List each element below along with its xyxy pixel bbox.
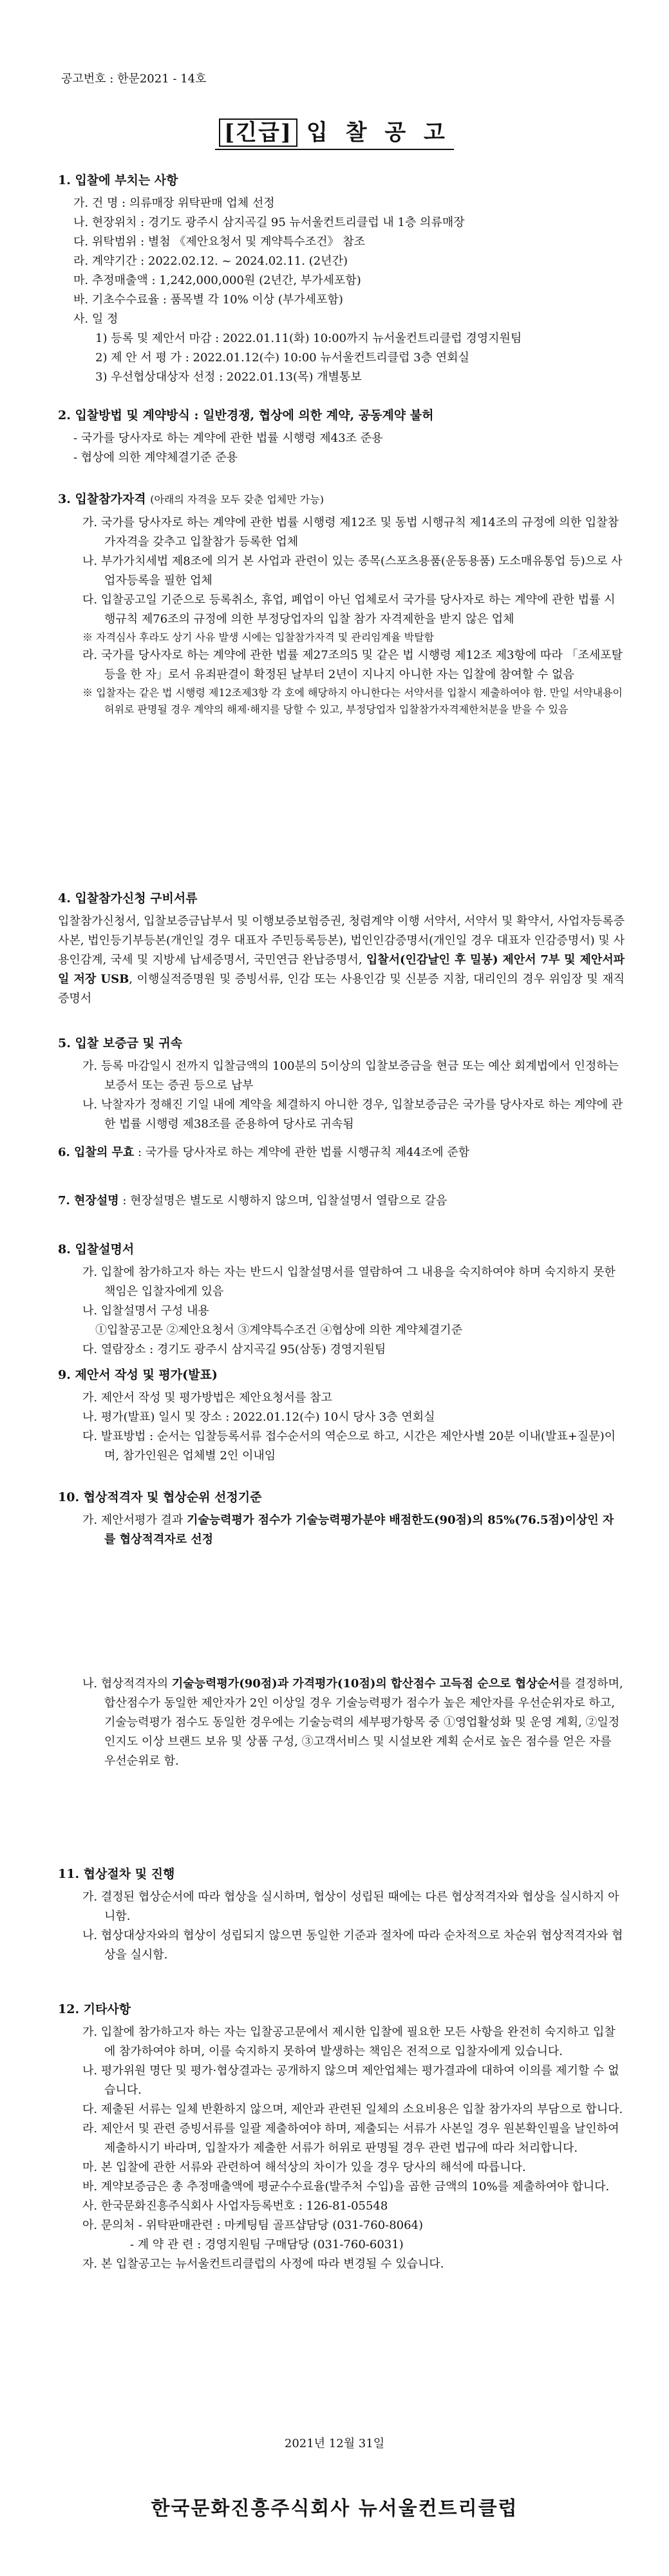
- s9-item-c: 다. 발표방법 : 순서는 입찰등록서류 접수순서의 역순으로 하고, 시간은 제안사별 20분 이내(발표+질문)이며, 참가인원은 업체별 2인 이내임: [82, 1430, 616, 1463]
- section-3-title: 3. 입찰참가자격: [58, 492, 146, 506]
- section-7-heading: 7. 현장설명: [58, 1194, 119, 1208]
- s5-item-b: 나. 낙찰자가 정해진 기일 내에 계약을 체결하지 아니한 경우, 입찰보증금은 국가를 당사자로 하는 계약에 관한 법률 시행령 제38조를 준용하여 당사로 귀속됨: [82, 1098, 623, 1131]
- s3-note-2: ※ 입찰자는 같은 법 시행령 제12조제3항 각 호에 해당하지 아니한다는 서약서를 입찰시 제출하여야 함. 만일 서약내용이 허위로 판명될 경우 계약의 해제·해지를 당할 수 있고, 부정당업자 입찰참가자격제한처분을 받을 수 있음: [82, 687, 623, 715]
- section-6-heading: 6. 입찰의 무효: [58, 1146, 135, 1159]
- s1-item-e: 마. 추정매출액 : 1,242,000,000원 (2년간, 부가세포함): [73, 274, 361, 287]
- s10-a-bold: 기술능력평가 점수가 기술능력평가분야 배점한도(90점)의 85%(76.5점)이상인 자를 협상적격자로 선정: [104, 1513, 614, 1546]
- section-7-line: [58, 1191, 625, 1211]
- s11-item-a: 가. 결정된 협상순서에 따라 협상을 실시하며, 협상이 성립된 때에는 다른 협상적격자와 협상을 실시하지 아니함.: [82, 1890, 619, 1923]
- section-7-text: : 현장설명은 별도로 시행하지 않으며, 입찰설명서 열람으로 갈음: [118, 1194, 448, 1208]
- section-9-heading: 9. 제안서 작성 및 평가(발표): [58, 1368, 218, 1382]
- s8-components: ①입찰공고문 ②제안요청서 ③계약특수조건 ④협상에 의한 계약체결기준: [95, 1323, 463, 1337]
- section-10-b: [58, 1674, 625, 1771]
- s12-item-f: 바. 계약보증금은 총 추정매출액에 평균수수료율(발주처 수입)을 곱한 금액의 10%를 제출하여야 합니다.: [82, 2180, 610, 2193]
- section-11-heading: 11. 협상절차 및 진행: [58, 1867, 175, 1881]
- s8-item-b: 나. 입찰설명서 구성 내용: [82, 1304, 209, 1318]
- s10-item-b: [58, 1674, 625, 1771]
- docs-text-2: , 이행실적증명원 및 증빙서류, 인감 또는 사용인감 및 신분증 지참, 대리인의 경우 위임장 및 재직증명서: [58, 972, 625, 1005]
- s12-item-g: 사. 한국문화진흥주식회사 사업자등록번호 : 126-81-05548: [82, 2199, 388, 2213]
- s12-item-h: 아. 문의처 - 위탁판매관련 : 마케팅팀 골프샵담당 (031-760-8064): [82, 2219, 424, 2232]
- s9-item-b: 나. 평가(발표) 일시 및 장소 : 2022.01.12(수) 10시 당사 3층 연회실: [82, 1410, 435, 1424]
- notice-date: 2021년 12월 31일: [284, 2437, 385, 2450]
- s2-item: - 국가를 당사자로 하는 계약에 관한 법률 시행령 제43조 준용: [73, 431, 383, 445]
- section-5: [58, 1034, 625, 1134]
- s5-item-a: 가. 등록 마감일시 전까지 입찰금액의 100분의 5이상의 입찰보증금을 현금 또는 예산 회계법에서 인정하는 보증서 또는 증권 등으로 납부: [82, 1059, 619, 1092]
- section-4-heading: 4. 입찰참가신청 구비서류: [58, 891, 198, 905]
- docs-text-1: 입찰참가신청서, 입찰보증금납부서 및 이행보증보험증권, 청렴계약 이행 서약서, 서약서 및 확약서, 사업자등록증 사본, 법인등기부등본(개인일 경우 대표자 주민등록등본), 법인인감증명서(개인일 경우 대표자 인감증명서) 및 사용인감계, 국세 및 지방세 납세증명서, 국민연금 완납증명서,: [58, 914, 625, 967]
- section-10: [58, 1488, 625, 1549]
- s12-item-d: 라. 제안서 및 관련 증빙서류를 일괄 제출하여야 하며, 제출되는 서류가 사본일 경우 원본확인필을 날인하여 제출하시기 바라며, 입찰자가 제출한 서류가 허위로 판명될 경우 관련 법규에 따라 처리합니다.: [82, 2122, 619, 2155]
- s1-item-d: 라. 계약기간 : 2022.02.12. ~ 2024.02.11. (2년간): [73, 254, 348, 268]
- schedule-item: 3) 우선협상대상자 선정 : 2022.01.13(목) 개별통보: [95, 370, 362, 384]
- notice-number: 공고번호 : 한문2021 - 14호: [61, 72, 207, 86]
- s10-a-text: 가. 제안서평가 결과: [82, 1513, 187, 1527]
- section-1: [58, 171, 625, 387]
- title-block: [0, 115, 669, 150]
- s9-item-a: 가. 제안서 작성 및 평가방법은 제안요청서를 참고: [82, 1391, 332, 1405]
- section-7: [58, 1191, 625, 1211]
- s8-item-a: 가. 입찰에 참가하고자 하는 자는 반드시 입찰설명서를 열람하여 그 내용을 숙지하여야 하며 숙지하지 못한 책임은 입찰자에게 있음: [82, 1265, 616, 1298]
- s1-item-b: 나. 현장위치 : 경기도 광주시 삼지곡길 95 뉴서울컨트리클럽 내 1층 의류매장: [73, 216, 465, 229]
- s1-item-a: 가. 건 명 : 의류매장 위탁판매 업체 선정: [73, 196, 275, 210]
- section-11: [58, 1864, 625, 1965]
- s12-item-b: 나. 평가위원 명단 및 평가·협상결과는 공개하지 않으며 제안업체는 평가결과에 대하여 이의를 제기할 수 없습니다.: [82, 2064, 619, 2097]
- s3-item-b: 나. 부가가치세법 제8조에 의거 본 사업과 관련이 있는 종목(스포츠용품(운동용품) 도소매유통업 등)으로 사업자등록을 필한 업체: [82, 554, 623, 587]
- section-3: [58, 489, 625, 718]
- section-3-note: (아래의 자격을 모두 갖춘 업체만 가능): [150, 493, 324, 506]
- section-10-heading: 10. 협상적격자 및 협상순위 선정기준: [58, 1490, 262, 1504]
- s8-item-c: 다. 열람장소 : 경기도 광주시 삼지곡길 95(삼동) 경영지원팀: [82, 1343, 386, 1356]
- s2-item: - 협상에 의한 계약체결기준 준용: [73, 451, 238, 464]
- s1-item-f: 바. 기초수수료율 : 품목별 각 10% 이상 (부가세포함): [73, 293, 343, 307]
- section-6: [58, 1143, 625, 1162]
- section-6-text: : 국가를 당사자로 하는 계약에 관한 법률 시행규칙 제44조에 준함: [134, 1146, 470, 1159]
- s11-item-b: 나. 협상대상자와의 협상이 성립되지 않으면 동일한 기준과 절차에 따라 순차적으로 차순위 협상적격자와 협상을 실시함.: [82, 1929, 623, 1962]
- s12-contact-contract: - 계 약 관 련 : 경영지원팀 구매담당 (031-760-6031): [130, 2238, 404, 2251]
- organization-name: 한국문화진흥주식회사 뉴서울컨트리클럽: [151, 2497, 518, 2520]
- section-2: [58, 406, 625, 468]
- s12-item-e: 마. 본 입찰에 관한 서류와 관련하여 해석상의 차이가 있을 경우 당사의 해석에 따릅니다.: [82, 2161, 526, 2174]
- section-8: [58, 1240, 625, 1359]
- s12-item-i: 자. 본 입찰공고는 뉴서울컨트리클럽의 사정에 따라 변경될 수 있습니다.: [82, 2257, 444, 2271]
- section-8-heading: 8. 입찰설명서: [58, 1242, 135, 1256]
- page-title: [215, 115, 454, 150]
- section-12: [58, 2000, 625, 2274]
- s3-note-1: ※ 자격심사 후라도 상기 사유 발생 시에는 입찰참가자격 및 관리임계율 박탈함: [82, 631, 434, 643]
- urgent-tag: [긴급]: [219, 118, 297, 147]
- section-12-heading: 12. 기타사항: [58, 2002, 131, 2016]
- section-2-heading: 2. 입찰방법 및 계약방식 : 일반경쟁, 협상에 의한 계약, 공동계약 불허: [58, 408, 434, 422]
- s3-item-c: 다. 입찰공고일 기준으로 등록취소, 휴업, 폐업이 아닌 업체로서 국가를 당사자로 하는 계약에 관한 법률 시행규칙 제76조의 규정에 의한 부정당업자의 입찰 참가 자격제한을 받지 않은 업체: [82, 593, 616, 626]
- section-9: [58, 1365, 625, 1466]
- section-6-line: [58, 1143, 625, 1162]
- required-documents: [58, 912, 625, 1009]
- s10-b-text-1: 나. 협상적격자의: [82, 1677, 172, 1690]
- s12-item-c: 다. 제출된 서류는 일체 반환하지 않으며, 제안과 관련된 일체의 소요비용은 입찰 참가자의 부담으로 합니다.: [82, 2103, 623, 2116]
- section-5-heading: 5. 입찰 보증금 및 귀속: [58, 1036, 183, 1050]
- s3-item-d: 라. 국가를 당사자로 하는 계약에 관한 법률 제27조의5 및 같은 법 시행령 제12조 제3항에 따라 「조세포탈 등을 한 자」로서 유죄판결이 확정된 날부터 2년이 지나지 아니한 자는 입찰에 참여할 수 없음: [82, 649, 623, 681]
- title-text: 입 찰 공 고: [306, 120, 450, 146]
- s12-item-a: 가. 입찰에 참가하고자 하는 자는 입찰공고문에서 제시한 입찰에 필요한 모든 사항을 완전히 숙지하고 입찰에 참가하여야 하며, 이를 숙지하지 못하여 발생하는 책임은 전적으로 입찰자에게 있습니다.: [82, 2025, 616, 2058]
- s3-item-a: 가. 국가를 당사자로 하는 계약에 관한 법률 시행령 제12조 및 동법 시행규칙 제14조의 규정에 의한 입찰참가자격을 갖추고 입찰참가 등록한 업체: [82, 516, 619, 549]
- section-4: [58, 889, 625, 1009]
- schedule-item: 1) 등록 및 제안서 마감 : 2022.01.11(화) 10:00까지 뉴서울컨트리클럽 경영지원팀: [95, 332, 522, 345]
- s1-item-c: 다. 위탁범위 : 별첨 《제안요청서 및 계약특수조건》 참조: [73, 235, 365, 249]
- docs-text-bold: 입찰서(인감날인 후 밀봉) 제안서 7부 및 제안서파일 저장 USB: [58, 953, 625, 986]
- s10-b-bold: 기술능력평가(90점)과 가격평가(10점)의 합산점수 고득점 순으로 협상순서: [171, 1677, 560, 1690]
- section-1-heading: 1. 입찰에 부치는 사항: [58, 173, 178, 187]
- s10-b-text-2: 를 결정하며, 합산점수가 동일한 제안자가 2인 이상일 경우 기술능력평가 점수가 높은 제안자를 우선순위자로 하고, 기술능력평가 점수도 동일한 경우에는 기술능력의 세부평가항목 중 ①영업활성화 및 운영 계획, ②일정 인지도 이상 브랜드 보유 및 상품 구성, ③고객서비스 및 시설보완 계획 순서로 높은 점수를 얻은 자를 우선순위로 함.: [104, 1677, 623, 1768]
- s10-item-a: [58, 1511, 625, 1549]
- s1-item-g: 사. 일 정: [73, 312, 118, 326]
- section-3-heading: [58, 489, 625, 509]
- schedule-item: 2) 제 안 서 평 가 : 2022.01.12(수) 10:00 뉴서울컨트리클럽 3층 연회실: [95, 351, 469, 365]
